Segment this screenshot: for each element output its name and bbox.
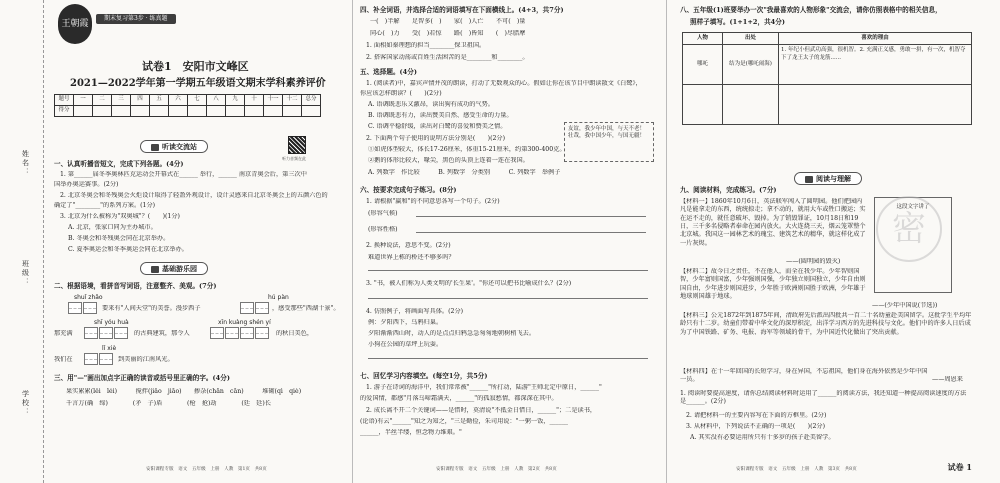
q7-item-2: 2. 成长离不开二个关键词——是惜时，莫清说"不抵金日惜日，______"；二是读书， (366, 407, 597, 414)
q6-item-4: 4. 仿照例子，将画面写具体。(2分) (366, 308, 464, 315)
q6-item-2: 2. 换种说法，意思不变。(2分) (366, 242, 451, 249)
q6-item-2a: 难道世界上栋的桥还不够多吗？ (368, 254, 455, 261)
q5-options[interactable]: A. 列数字 作比较 B. 列数字 分类别 C. 列数字 举例子 (368, 169, 561, 176)
q2-line-3b: 到美丽的江南风光。 (118, 356, 174, 363)
score-header-cell: 二 (93, 95, 112, 106)
q7-item-2b: (论语)有云"______"知之为知之，"三是勤俭，朱司用说："一粥一饭，______ (360, 418, 569, 425)
q3-row-1[interactable]: 果实累累(lěi léi) 搅拌(jiǎo jiāo) 掺杂(chān cān) 堆砌(qì qiè) (66, 388, 302, 395)
q1-item-2: 2. 北京冬奥会和冬残奥会火炬设计取得了轻盈外观设计，设计灵感来自北京冬奥会上的五颜六色的 (60, 192, 328, 199)
table-cell: 哪吒 (683, 45, 723, 85)
brand-logo-icon: 王朝霞 (58, 4, 92, 44)
pinyin-1b: hú pàn (268, 294, 289, 301)
table-header: 喜欢的理由 (779, 33, 972, 45)
q6-item-3: 3. "书，被人们称为人类文明的'长生果'。"你还可以把书比喻成什么？(2分) (366, 280, 572, 287)
score-header-cell: 十一 (264, 95, 283, 106)
score-cell[interactable] (245, 106, 264, 117)
page-footer-2: 安阳课程专版 语文 五年级 上册 人教 第2页 共8页 (436, 466, 557, 472)
q2-line-1b: ，感受那些"西湖十景"。 (272, 305, 340, 312)
table-cell: 结为是(哪吒闹海) (723, 45, 779, 85)
name-label: 姓名： (21, 150, 30, 177)
material-1: 【材料一】1860年10月6日，英法联军闯入了圆明园。他们把园内凡是能拿走的东西，统统掠走；拿不动的，就用大车或牲口搬运；实在运不走的，就任意破坏、毁掉。为了销毁罪证，10月18日和19日，三千多名侵略者奉命在园内放火。大火连烧三天，烟云笼罩整个北京城。我国这一园林艺术的瑰宝、建筑艺术的精华，就这样化成了一片灰烬。 (680, 198, 866, 247)
question-3: 三、用"—"画出加点字正确的读音或括号里正确的字。(4分) (54, 374, 230, 382)
q1-option-a[interactable]: A. 北京，张家口同为主办城市。 (68, 224, 157, 231)
q1-item-3: 3. 北京为什么被称为"双奥城"？( )(1分) (60, 213, 180, 220)
page-divider (352, 0, 353, 483)
q5-sentence-2: ②鹅的体形比较大，喙尖，黑色的头顶上连着一连在我国。 (368, 157, 529, 164)
score-cell[interactable] (283, 106, 302, 117)
score-cell[interactable] (302, 106, 321, 117)
material-2-source: ——(少年中国说(节选)) (872, 302, 938, 309)
q4-row-1[interactable]: 一( )半解 足智多( ) 家( )人亡 不可( )量 (370, 18, 526, 25)
score-cell[interactable] (93, 106, 112, 117)
quote-box: 友谊，我少年中国，与天不老！壮哉，我中国少年，与国无疆！ (564, 122, 654, 162)
table-header: 人物 (683, 33, 723, 45)
score-header-cell: 四 (131, 95, 150, 106)
exam-subtitle: 2021—2022学年第一学期五年级语文期末学科素养评价 (70, 78, 326, 89)
score-row-label: 得分 (55, 106, 74, 117)
score-header-cell: 七 (188, 95, 207, 106)
score-cell[interactable] (169, 106, 188, 117)
book-icon (805, 176, 813, 183)
q6-prompt: 小狗在公园的草坪上玩耍。 (368, 341, 443, 348)
page-divider (666, 0, 667, 483)
q6-item-1a: (形容气候) (368, 210, 398, 217)
material-1-source: ——(圆明园的毁灭) (786, 258, 841, 265)
question-5: 五、选择题。(4分) (360, 68, 417, 76)
score-cell[interactable] (188, 106, 207, 117)
question-6: 六、按要求完成句子练习。(8分) (360, 186, 457, 194)
question-2: 二、根据语境，看拼音写词语，注意整齐、美观。(7分) (54, 282, 217, 290)
score-cell[interactable] (264, 106, 283, 117)
score-header-cell: 三 (112, 95, 131, 106)
question-4: 四、补全词语，并选择合适的词语填写在下面横线上。(4+3，共7分) (360, 6, 564, 14)
step-banner: 期末复习第3步 · 练真题 (96, 14, 176, 24)
score-header-cell: 五 (150, 95, 169, 106)
q5-item-2: 2. 下面两个句子使用的说明方法分别是( )(2分) (366, 135, 506, 142)
score-header-cell: 六 (169, 95, 188, 106)
q1-item-2b: 确定了"________"的系列方案。(1分) (54, 202, 156, 209)
q2-line-3: 我们在 (54, 356, 73, 363)
q1-option-b[interactable]: B. 冬奥会和冬残奥会同在北京举办。 (68, 235, 170, 242)
page-footer-3: 安阳课程专版 语文 五年级 上册 人教 第3页 共8页 (736, 466, 857, 472)
score-table (54, 94, 321, 117)
score-header-cell: 十二 (283, 95, 302, 106)
table-header: 出处 (723, 33, 779, 45)
table-cell-empty[interactable] (683, 85, 723, 125)
q6-item-1: 1. 请根据"赢和"的不同意思各写一个句子。(2分) (366, 198, 500, 205)
q6-example-1: 例：夕阳西下，乌鸦归巢。 (368, 319, 443, 326)
q9-option-a[interactable]: A. 其实没有必要运用所只有十多岁的孩子赴美留学。 (690, 434, 835, 441)
q4-item-1: 1. 面相如秦理想的担当________保卫祖国。 (366, 42, 486, 49)
score-cell[interactable] (150, 106, 169, 117)
score-header-cell: 一 (74, 95, 93, 106)
q7-item-2c: ______，半丝半缕，恒念物力维艰。" (360, 429, 462, 436)
q6-item-1b: (形容性格) (368, 226, 398, 233)
q5-option-c[interactable]: C. 语调平稳舒缓，读出对白鹭的喜爱和赞美之情。 (368, 123, 507, 130)
headphone-icon (151, 144, 159, 151)
score-header-cell: 八 (207, 95, 226, 106)
score-cell[interactable] (112, 106, 131, 117)
q7-item-1: 1. 游子在诗词的海洋中，我们常常被"______"所打动，陆游"王师北定中原日，______" (366, 384, 602, 391)
question-8: 八、五年级(1)班要举办一次"我最喜欢的人物形象"交流会，请你仿照表格中的相关信息， (680, 6, 942, 14)
q5-option-a[interactable]: A. 语调既悲乐又激昂，读出狗有成功的气势。 (368, 101, 494, 108)
question-7: 七、回忆学习内容填空。(每空1分，共5分) (360, 372, 488, 380)
q3-row-2[interactable]: 千言万(确 缔) (矛 子)盾 (枪 抢)劫 (廷 廷)长 (66, 400, 271, 407)
question-9: 九、阅读材料，完成练习。(7分) (680, 186, 777, 194)
score-cell[interactable] (226, 106, 245, 117)
section-listening: 听读交流站 (140, 140, 208, 153)
material-3: 【材料三】公元1872年到1875年间，清政府先后派出四批共一百二十名幼童赴美国留学。这批学生平均年龄只有十二岁。幼童们带着中华文化的深厚积淀，出洋学习西方的先进科技与文化。他们中的许多人日后成为了中国铁路、矿务、电报、海军等领域的骨干，为中国近代化做出了突出贡献。 (680, 312, 972, 336)
q6-example-2: 夕阳渐渐西山时，动人的是点点归鸦急急匆匆地朝树梢飞去。 (368, 330, 536, 337)
q5-item-1: 1. (阅读者)中，嘉宾声情并茂的朗读，打动了无数观众的心。假如让你在该节目中朗读散文《白鹭》， (366, 80, 642, 87)
q7-item-1b: 的爱国情，都感"月落乌啼霜满天，______"的孤寂愁情，都深深在其中。 (360, 395, 558, 402)
answer-grid-1[interactable] (68, 302, 98, 317)
class-label: 班级： (21, 260, 30, 287)
score-header-cell: 十 (245, 95, 264, 106)
exam-number-tag: 试卷 1 (947, 462, 972, 473)
q5-item-1b: 你应该怎样朗读？( )(2分) (360, 90, 442, 97)
answer-grid-5[interactable] (84, 353, 114, 368)
table-cell-empty[interactable] (779, 85, 972, 125)
summary-box-label: 这段文字讲了 (896, 204, 930, 210)
q1-option-c[interactable]: C. 夏季奥运会和冬季奥运会同在北京举办。 (68, 246, 188, 253)
q2-line-2c: 的秋日美色， (276, 330, 314, 337)
q5-sentence-1: ①如虎体型较大，体长17-26厘米，体重15-21厘米，约第300-400克。 (368, 146, 566, 153)
qr-caption: 听力音频在此 (282, 156, 306, 161)
q1-item-1b: 国举办奥运赛事。(2分) (54, 181, 119, 188)
answer-line[interactable] (416, 216, 646, 217)
score-header-cell: 题号 (55, 95, 74, 106)
pinyin-2b: xīn kuàng shén yí (218, 319, 271, 326)
material-2: 【材料二】故今日之责任，不在他人，而全在我少年。少年智则国智，少年富则国富，少年强则国强，少年独立则国独立，少年自由则国自由，少年进步则国进步，少年胜于欧洲则国胜于欧洲，少年雄于地球则国雄于地球。 (680, 268, 866, 301)
q2-line-2b: 的古典建筑，那令人 (134, 330, 190, 337)
character-table (682, 32, 972, 125)
score-cell[interactable] (131, 106, 150, 117)
answer-grid-4[interactable] (210, 327, 270, 342)
page-3 (676, 0, 976, 483)
answer-line[interactable] (368, 270, 648, 271)
material-4-source: ——周恩来 (932, 376, 963, 383)
question-1: 一、认真听播音短文，完成下列各题。(4分) (54, 160, 184, 168)
score-cell[interactable] (74, 106, 93, 117)
pinyin-3: lǐ xiè (102, 345, 117, 352)
qr-code-icon[interactable] (288, 136, 306, 154)
table-cell-empty[interactable] (723, 85, 779, 125)
pinyin-2: shī yóu huà (94, 319, 129, 326)
answer-line[interactable] (416, 232, 646, 233)
page-1 (50, 0, 348, 483)
binding-margin (0, 0, 44, 483)
q2-line-2a: 那充满 (54, 330, 73, 337)
answer-line[interactable] (368, 298, 648, 299)
school-label: 学校： (21, 390, 30, 417)
puzzle-icon (151, 266, 159, 273)
q4-row-2[interactable]: 同心( )力 受( )若惊 路( )皆知 ( )尽腊摩 (370, 30, 526, 37)
score-header-cell: 九 (226, 95, 245, 106)
secret-stamp-icon: 密 (876, 196, 942, 262)
page-footer-1: 安阳课程专版 语文 五年级 上册 人教 第1页 共8页 (146, 466, 267, 472)
answer-grid-2[interactable] (240, 302, 270, 317)
q9-item-2: 2. 请把材料一的主要内容写在下面的方框里。(2分) (686, 412, 827, 419)
q1-item-1: 1. 第______届冬季奥林匹克运动会开幕式在______ 举行，______ 南京青奥会后，第三次中 (60, 171, 307, 178)
table-cell: 1. 年纪小但武功高强，很机智。2. 充满正义感，勇敢一拼，有一次，机智夺下了龙王太子的龙筋...... (779, 45, 972, 85)
q9-item-1: 1. 阅读时要提高速度，请你总结阅读材料时运用了______的阅读方法，我还知道一种提高阅读速度的方法是______。(2分) (680, 390, 967, 406)
section-basics: 基础游乐园 (140, 262, 208, 275)
pinyin-1: shuǐ zhǎo (74, 294, 103, 301)
question-8b: 照样子填写。(1+1+2，共4分) (690, 18, 785, 26)
q4-item-2: 2. 搭客国家动荡或百姓生活困苦的是________和________。 (366, 54, 529, 61)
answer-grid-3[interactable] (84, 327, 129, 342)
section-reading: 阅读与理解 (794, 172, 862, 185)
score-header-cell: 总分 (302, 95, 321, 106)
answer-line[interactable] (368, 358, 648, 359)
q9-item-3: 3. 从材料中，下列说法不正确的一项是( )(2分) (686, 423, 826, 430)
page-2 (356, 0, 656, 483)
q5-option-b[interactable]: B. 语调既悲有力，读出赞美自然、感受生命的力量。 (368, 112, 513, 119)
score-cell[interactable] (207, 106, 226, 117)
material-4: 【材料四】在十一年回国的长短学习，身在异国，不忘祖国，他们身在海外依然是少年中国一员。 (680, 368, 928, 384)
exam-title: 试卷1 安阳市文峰区 (142, 60, 249, 73)
q2-line-1: 要来有"人间天堂"的美誉。漫步西子 (102, 305, 201, 312)
